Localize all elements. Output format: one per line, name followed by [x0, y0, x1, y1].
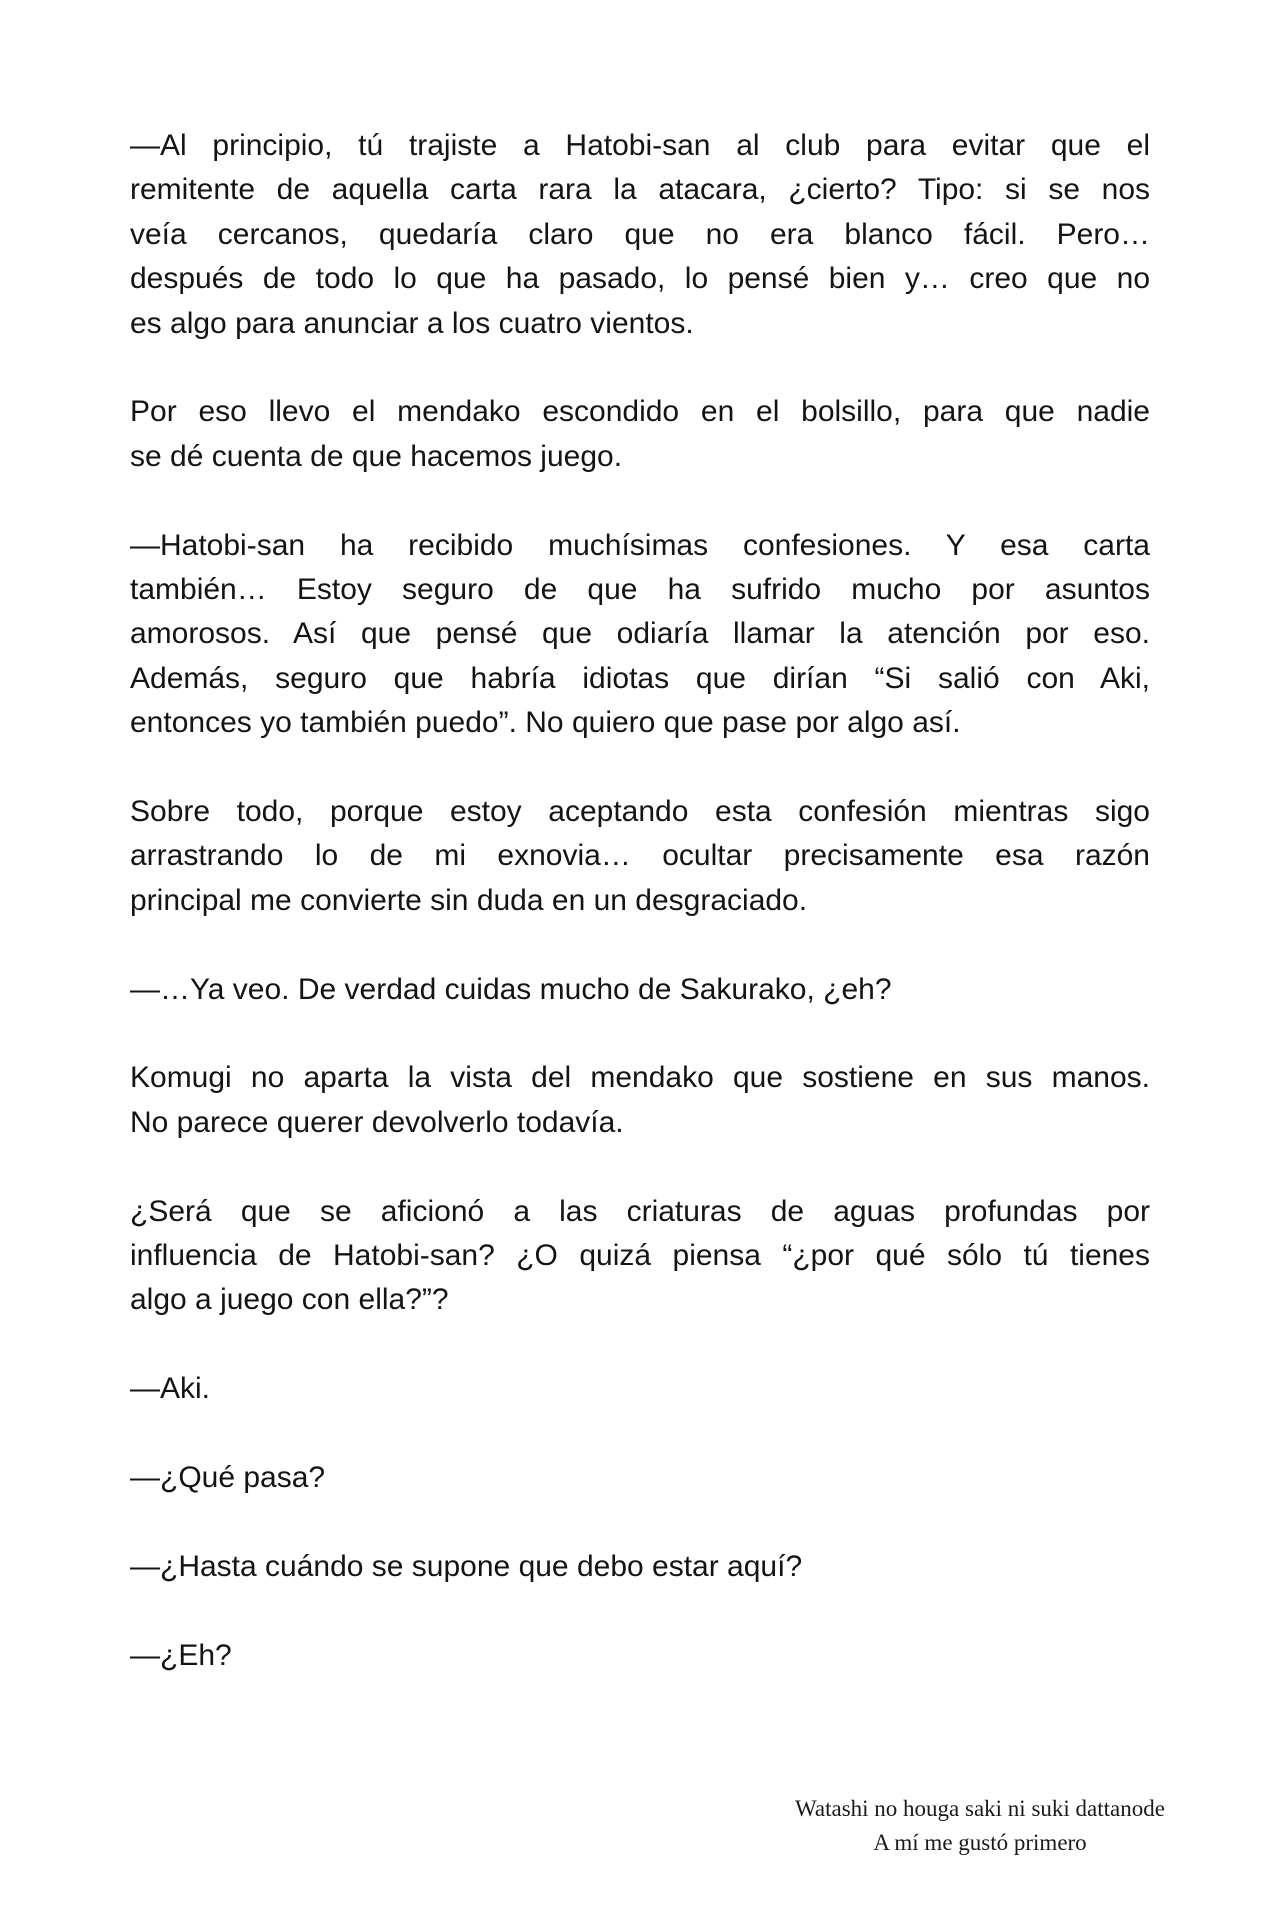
paragraph-5: [130, 968, 1150, 1012]
text-line: amorosos. Así que pensé que odiaría llamar la atención por eso.: [130, 617, 1150, 651]
text-line: influencia de Hatobi-san? ¿O quizá piensa “¿por qué sólo tú tienes: [130, 1239, 1150, 1273]
text-line: remitente de aquella carta rara la atacara, ¿cierto? Tipo: si se nos: [130, 173, 1150, 207]
text-line: se dé cuenta de que hacemos juego.: [130, 439, 623, 473]
text-line: Además, seguro que habría idiotas que dirían “Si salió con Aki,: [130, 661, 1150, 695]
text-line: —¿Hasta cuándo se supone que debo estar aquí?: [130, 1549, 803, 1583]
text-line: No parece querer devolverlo todavía.: [130, 1105, 624, 1139]
text-line: Por eso llevo el mendako escondido en el bolsillo, para que nadie: [130, 395, 1150, 429]
text-line: Sobre todo, porque estoy aceptando esta confesión mientras sigo: [130, 795, 1150, 829]
paragraph-10: [130, 1545, 1150, 1589]
paragraph-4: [130, 790, 1150, 923]
paragraph-9: [130, 1456, 1150, 1500]
body-text: [130, 124, 1150, 1722]
text-line: entonces yo también puedo”. No quiero que pase por algo así.: [130, 706, 961, 740]
text-line: veía cercanos, quedaría claro que no era blanco fácil. Pero…: [130, 217, 1150, 251]
footer-spanish-title: A mí me gustó primero: [873, 1830, 1087, 1855]
text-line: es algo para anunciar a los cuatro vientos.: [130, 306, 694, 340]
footer-title: [750, 1792, 1210, 1860]
text-line: —Aki.: [130, 1372, 211, 1406]
text-line: arrastrando lo de mi exnovia… ocultar precisamente esa razón: [130, 839, 1150, 873]
text-line: —¿Eh?: [130, 1638, 232, 1672]
text-line: —…Ya veo. De verdad cuidas mucho de Sakurako, ¿eh?: [130, 972, 892, 1006]
footer-romaji-title: Watashi no houga saki ni suki dattanode: [795, 1796, 1165, 1821]
text-line: —Hatobi-san ha recibido muchísimas confesiones. Y esa carta: [130, 528, 1150, 562]
paragraph-1: [130, 124, 1150, 346]
text-line: —Al principio, tú trajiste a Hatobi-san al club para evitar que el: [130, 129, 1150, 162]
text-line: —¿Qué pasa?: [130, 1461, 326, 1495]
paragraph-11: [130, 1634, 1150, 1678]
paragraph-7: [130, 1190, 1150, 1323]
text-line: también… Estoy seguro de que ha sufrido mucho por asuntos: [130, 573, 1150, 607]
text-line: Komugi no aparta la vista del mendako que sostiene en sus manos.: [130, 1061, 1150, 1095]
text-line: después de todo lo que ha pasado, lo pensé bien y… creo que no: [130, 262, 1150, 296]
paragraph-6: [130, 1056, 1150, 1145]
text-line: algo a juego con ella?”?: [130, 1283, 449, 1317]
paragraph-2: [130, 390, 1150, 479]
paragraph-8: [130, 1367, 1150, 1411]
paragraph-3: [130, 524, 1150, 746]
text-line: principal me convierte sin duda en un desgraciado.: [130, 883, 808, 917]
text-line: ¿Será que se aficionó a las criaturas de aguas profundas por: [130, 1194, 1150, 1228]
